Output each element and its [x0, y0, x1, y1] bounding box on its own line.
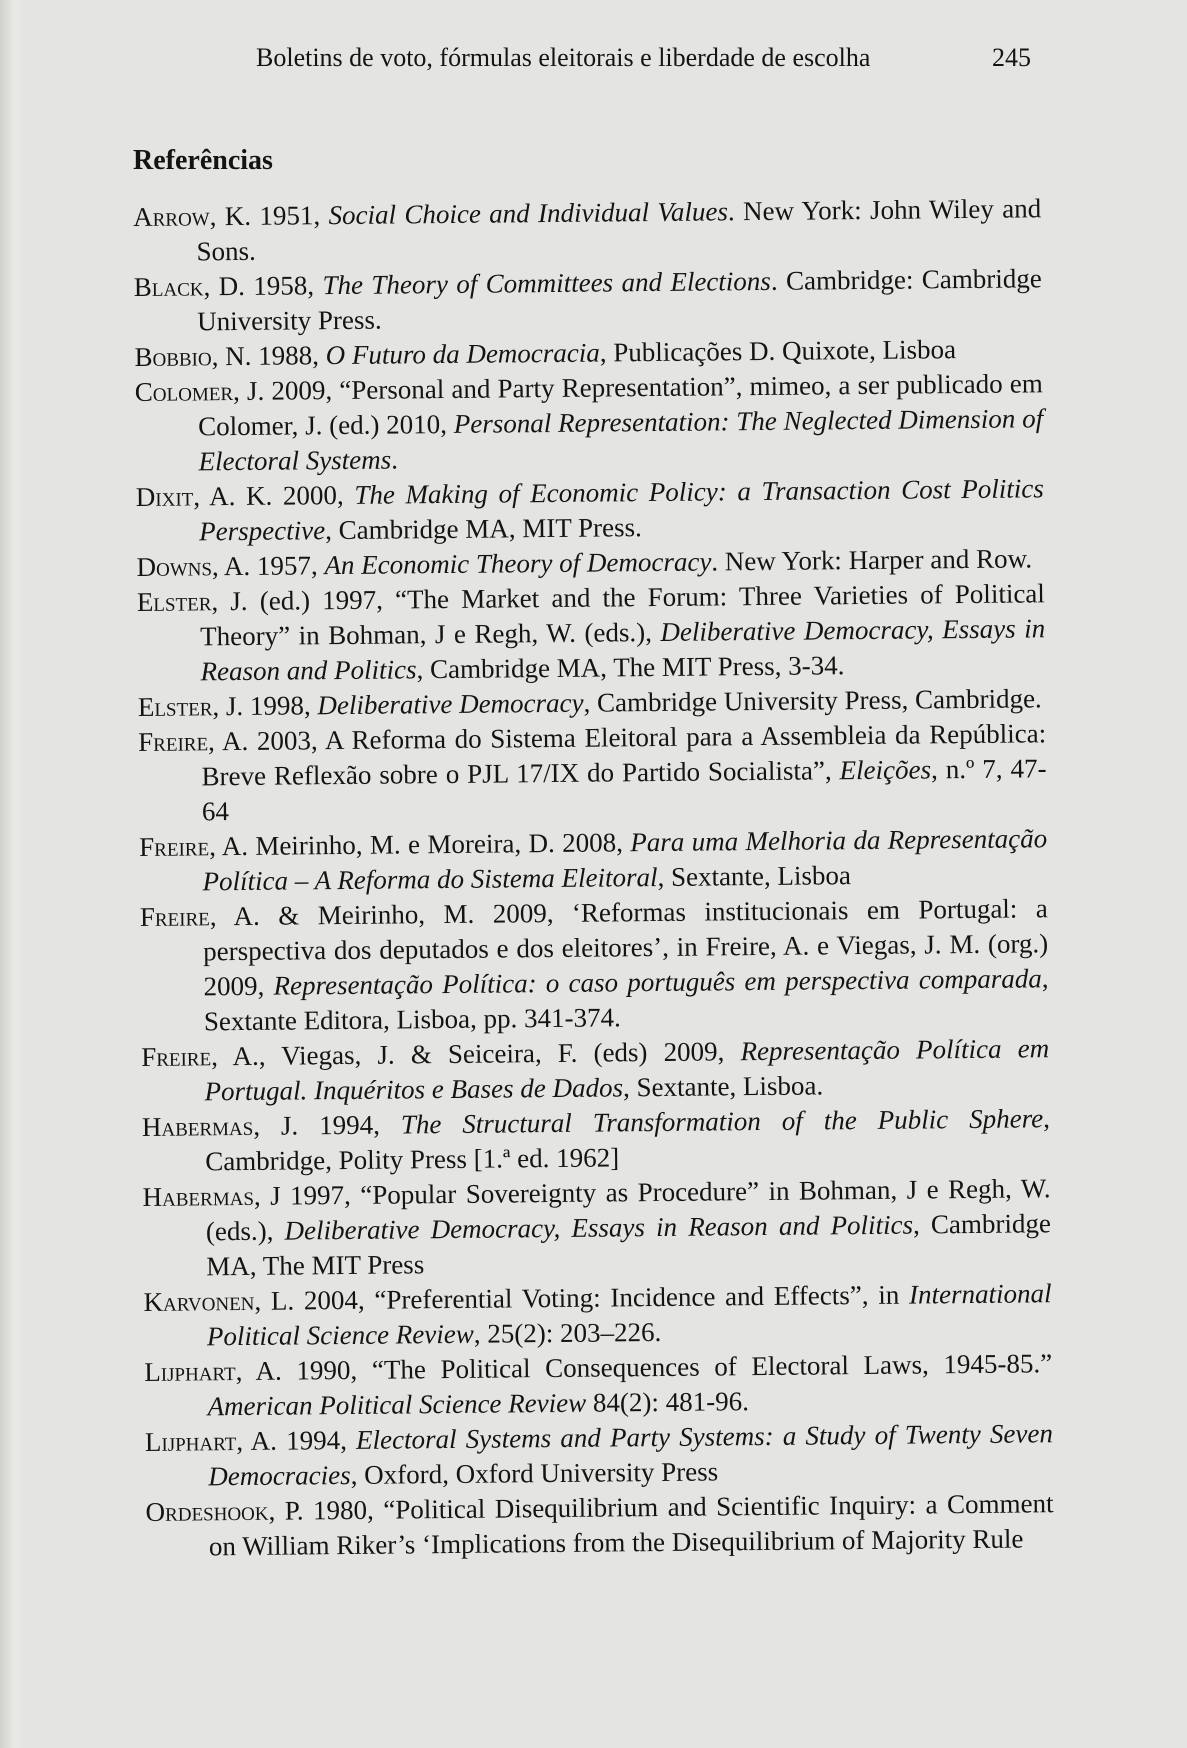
- reference-text: 2003, A Reforma do Sistema Eleitoral para a Assembleia da República: Breve Reflexão sobre o PJL 17/IX do Partido Socialista”,: [201, 718, 1047, 792]
- reference-text: 84(2): 481-96.: [586, 1386, 750, 1418]
- reference-title: An Economic Theory of Democracy: [324, 546, 712, 581]
- reference-author: Habermas, J.: [141, 1110, 299, 1142]
- reference-title: O Futuro da Democracia: [325, 337, 600, 371]
- reference-title: Social Choice and Individual Values: [328, 196, 729, 231]
- reference-text: , Sextante Editora, Lisboa, pp. 341-374.: [203, 963, 1049, 1037]
- reference-author: Downs, A.: [136, 550, 251, 582]
- reference-text: , Cambridge University Press, Cambridge.: [583, 683, 1042, 718]
- reference-author: Colomer, J.: [134, 375, 265, 407]
- reference-entry: [133, 191, 1042, 270]
- reference-entry: [144, 1346, 1053, 1425]
- reference-text: , Sextante, Lisboa: [657, 860, 852, 892]
- reference-text: 1997, “Popular Sovereignty as Procedure” in Bohman, J e Regh, W. (eds.),: [205, 1173, 1051, 1247]
- reference-title: The Making of Economic Policy: a Transaction Cost Politics Perspective: [199, 473, 1044, 547]
- reference-author: Freire, A.: [138, 725, 249, 757]
- reference-author: Freire, A.: [141, 1040, 259, 1072]
- reference-text: 2009, “Personal and Party Representation”, mimeo, a ser publicado em Colomer, J. (ed.) 2010,: [198, 368, 1043, 442]
- reference-text: , Cambridge MA, The MIT Press, 3-34.: [416, 650, 845, 685]
- reference-author: Elster, J.: [136, 585, 248, 617]
- reference-text: , Cambridge, Polity Press [1.ª ed. 1962]: [205, 1103, 1051, 1177]
- reference-entry: [145, 1416, 1054, 1495]
- reference-title: American Political Science Review: [207, 1387, 587, 1422]
- reference-entry: [142, 1101, 1051, 1180]
- reference-text: . Cambridge: Cambridge University Press.: [197, 263, 1042, 337]
- reference-author: Elster, J.: [137, 690, 244, 722]
- reference-entry: [145, 1486, 1054, 1565]
- page-number: 245: [992, 43, 1031, 72]
- reference-title: The Structural Transformation of the Public Sphere: [400, 1103, 1044, 1140]
- reference-text: , n.º 7, 47-64: [201, 753, 1047, 827]
- reference-title: Representação Política em Portugal. Inquéritos e Bases de Dados: [204, 1033, 1050, 1107]
- reference-text: 1990, “The Political Consequences of Electoral Laws, 1945-85.”: [281, 1348, 1053, 1386]
- reference-text: , Publicações D. Quixote, Lisboa: [599, 334, 957, 368]
- reference-title: Personal Representation: The Neglected Dimension of Electoral Systems: [198, 403, 1044, 477]
- reference-text: , Cambridge MA, MIT Press.: [324, 512, 642, 546]
- reference-author: Black, D.: [133, 270, 246, 302]
- reference-text: & Meirinho, M. 2009, ‘Reformas institucionais em Portugal: a perspectiva dos deputados e dos eleitores’, in Freire, A. e Viegas, J. M. (org.) 2009,: [203, 893, 1049, 1002]
- reference-text: 1998,: [243, 690, 318, 721]
- reference-author: Lijphart, A.: [144, 1355, 282, 1387]
- section-heading: Referências: [133, 145, 273, 176]
- reference-title: Electoral Systems and Party Systems: a Study of Twenty Seven Democracies: [208, 1418, 1054, 1492]
- reference-author: Habermas, J: [142, 1180, 281, 1212]
- reference-author: Karvonen, L.: [143, 1285, 295, 1317]
- reference-title: Deliberative Democracy, Essays in Reason and Politics: [284, 1209, 914, 1246]
- reference-author: Bobbio, N.: [134, 340, 252, 372]
- reference-text: , 25(2): 203–226.: [473, 1316, 662, 1349]
- reference-text: Meirinho, M. e Moreira, D. 2008,: [247, 827, 631, 861]
- reference-entry: [136, 471, 1045, 550]
- reference-author: Ordeshook, P.: [145, 1495, 304, 1527]
- reference-text: 1951,: [250, 200, 329, 231]
- reference-title: Deliberative Democracy: [317, 687, 584, 721]
- reference-text: , Sextante, Lisboa.: [622, 1070, 824, 1103]
- reference-text: , Oxford, Oxford University Press: [350, 1456, 719, 1490]
- reference-text: 1958,: [244, 270, 323, 301]
- reference-text: 1988,: [251, 340, 326, 371]
- reference-title: Representação Política: o caso português em perspectiva comparada: [273, 963, 1042, 1001]
- reference-entry: [137, 576, 1046, 690]
- reference-text: (ed.) 1997, “The Market and the Forum: Three Varieties of Political Theory” in Bohman, J e Regh, W. (eds.),: [200, 578, 1045, 652]
- reference-text: 1994,: [298, 1109, 402, 1141]
- running-header: [0, 40, 1187, 76]
- reference-text: 1980, “Political Disequilibrium and Scientific Inquiry: a Comment on William Riker’s ‘Implications from the Disequilibrium of Majority Rule: [208, 1488, 1054, 1562]
- reference-title: The Theory of Committees and Elections: [322, 265, 771, 301]
- reference-author: Freire, A.: [139, 830, 249, 862]
- reference-author: Lijphart, A.: [144, 1425, 278, 1457]
- reference-text: . New York: Harper and Row.: [711, 543, 1033, 577]
- reference-entry: [134, 261, 1043, 340]
- reference-text: , Viegas, J. & Seiceira, F. (eds) 2009,: [258, 1036, 741, 1071]
- reference-entry: [140, 891, 1049, 1040]
- reference-author: Freire, A.: [139, 900, 260, 932]
- reference-list: [133, 191, 1054, 1565]
- reference-text: , Cambridge MA, The MIT Press: [206, 1208, 1052, 1282]
- reference-author: Dixit, A. K.: [135, 480, 273, 512]
- reference-title: Para uma Melhoria da Representação Política – A Reforma do Sistema Eleitoral: [202, 823, 1048, 897]
- reference-text: 2004, “Preferential Voting: Incidence and Effects”, in: [294, 1279, 910, 1316]
- reference-title: Deliberative Democracy, Essays in Reason and Politics: [200, 613, 1046, 687]
- reference-text: .: [391, 444, 399, 475]
- reference-author: Arrow, K.: [133, 200, 252, 232]
- reference-entry: [141, 1031, 1050, 1110]
- reference-entry: [142, 1171, 1051, 1285]
- reference-entry: [143, 1276, 1052, 1355]
- reference-entry: [135, 366, 1044, 480]
- reference-entry: [139, 821, 1048, 900]
- reference-title: International Political Science Review: [206, 1278, 1052, 1352]
- reference-text: 1957,: [250, 550, 325, 581]
- running-title: Boletins de voto, fórmulas eleitorais e liberdade de escolha: [256, 43, 871, 72]
- reference-text: 2000,: [272, 479, 355, 511]
- reference-entry: [138, 716, 1047, 830]
- reference-text: . New York: John Wiley and Sons.: [196, 193, 1042, 267]
- page-gutter-shadow: [0, 0, 24, 1748]
- reference-title: Eleições: [839, 754, 932, 786]
- reference-text: 1994,: [276, 1424, 357, 1456]
